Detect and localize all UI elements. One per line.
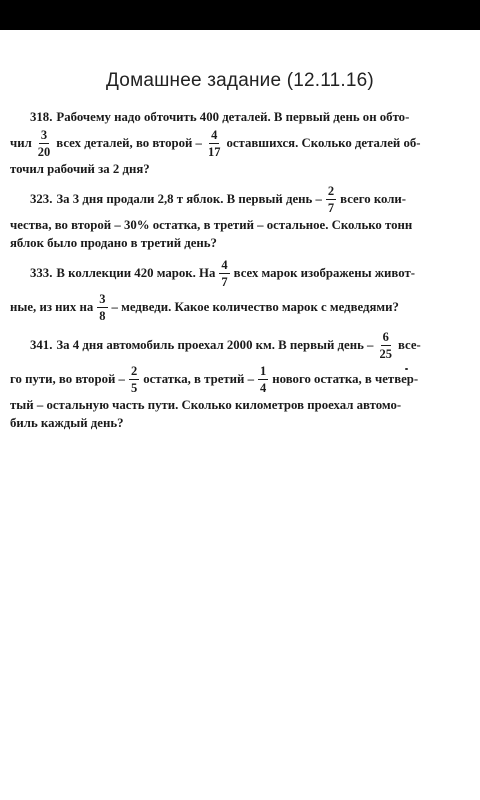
fraction [206,128,223,159]
problem-number: 333. [30,266,53,280]
fraction-denominator: 25 [379,346,392,361]
fraction [129,364,139,395]
fraction [258,364,268,395]
problem-text: – медведи. Какое количество марок с медведями? [111,300,399,314]
fraction-numerator: 4 [211,127,218,142]
problem-number: 323. [30,192,53,206]
problem-text: Рабочему надо обточить 400 деталей. В первый день он обто- [56,110,410,124]
problem-text: За 4 дня автомобиль проехал 2000 км. В первый день – [56,338,374,352]
problem-text: оставшихся. Сколько деталей об- [226,136,421,150]
problem-text: яблок было продано в третий день? [10,236,217,250]
problem-text: всех марок изображены живот- [233,266,416,280]
problem-text: В коллекции 420 марок. На [56,266,216,280]
problem-line [10,362,460,396]
scan-speck [405,368,408,370]
problem-text: ные, из них на [10,300,94,314]
page-title: Домашнее задание (12.11.16) [106,70,374,91]
problem-line [10,328,460,362]
problem-line [10,216,460,234]
problem-line [10,160,460,178]
problem-323 [10,182,460,252]
problem-text: биль каждый день? [10,416,124,430]
fraction [219,258,229,289]
problem-text: чества, во второй – 30% остатка, в третий – остальное. Сколько тонн [10,218,413,232]
problem-text: нового остатка, в четвер- [272,372,419,386]
fraction-numerator: 3 [99,291,106,306]
problem-line [10,414,460,432]
problem-text: тый – остальную часть пути. Сколько километров проехал автомо- [10,398,402,412]
problem-number: 341. [30,338,53,352]
problem-text: точил рабочий за 2 дня? [10,162,150,176]
page [0,30,480,800]
fraction-numerator: 2 [327,183,335,198]
fraction-denominator: 7 [327,200,335,215]
fraction-numerator: 4 [221,257,228,272]
problem-number: 318. [30,110,53,124]
fraction-numerator: 1 [260,363,267,378]
fraction-denominator: 8 [99,308,106,323]
fraction-numerator: 6 [382,329,389,344]
problem-line [10,256,460,290]
problem-318 [10,108,460,178]
top-black-bar [0,0,480,30]
problem-333 [10,256,460,324]
fraction-denominator: 4 [260,380,267,395]
problem-line [10,108,460,126]
problem-text: все- [397,338,421,352]
problem-text: всех деталей, во второй – [56,136,202,150]
problem-text: го пути, во второй – [10,372,125,386]
fraction-denominator: 17 [207,144,221,159]
problem-text: За 3 дня продали 2,8 т яблок. В первый день – [56,192,322,206]
problem-text: остатка, в третий – [143,372,255,386]
problem-line [10,182,460,216]
problem-text: чил [10,136,32,150]
problem-line [10,234,460,252]
fraction [36,128,53,159]
problem-341 [10,328,460,432]
problem-text: всего коли- [340,192,407,206]
problem-line [10,396,460,414]
fraction [97,292,107,323]
fraction-denominator: 5 [130,380,138,395]
fraction-numerator: 2 [130,363,138,378]
fraction [326,184,336,215]
problem-list [10,108,460,436]
fraction-numerator: 3 [40,127,48,142]
fraction-denominator: 20 [37,144,51,159]
fraction [377,330,394,361]
problem-line [10,290,460,324]
fraction-denominator: 7 [221,274,228,289]
problem-line [10,126,460,160]
